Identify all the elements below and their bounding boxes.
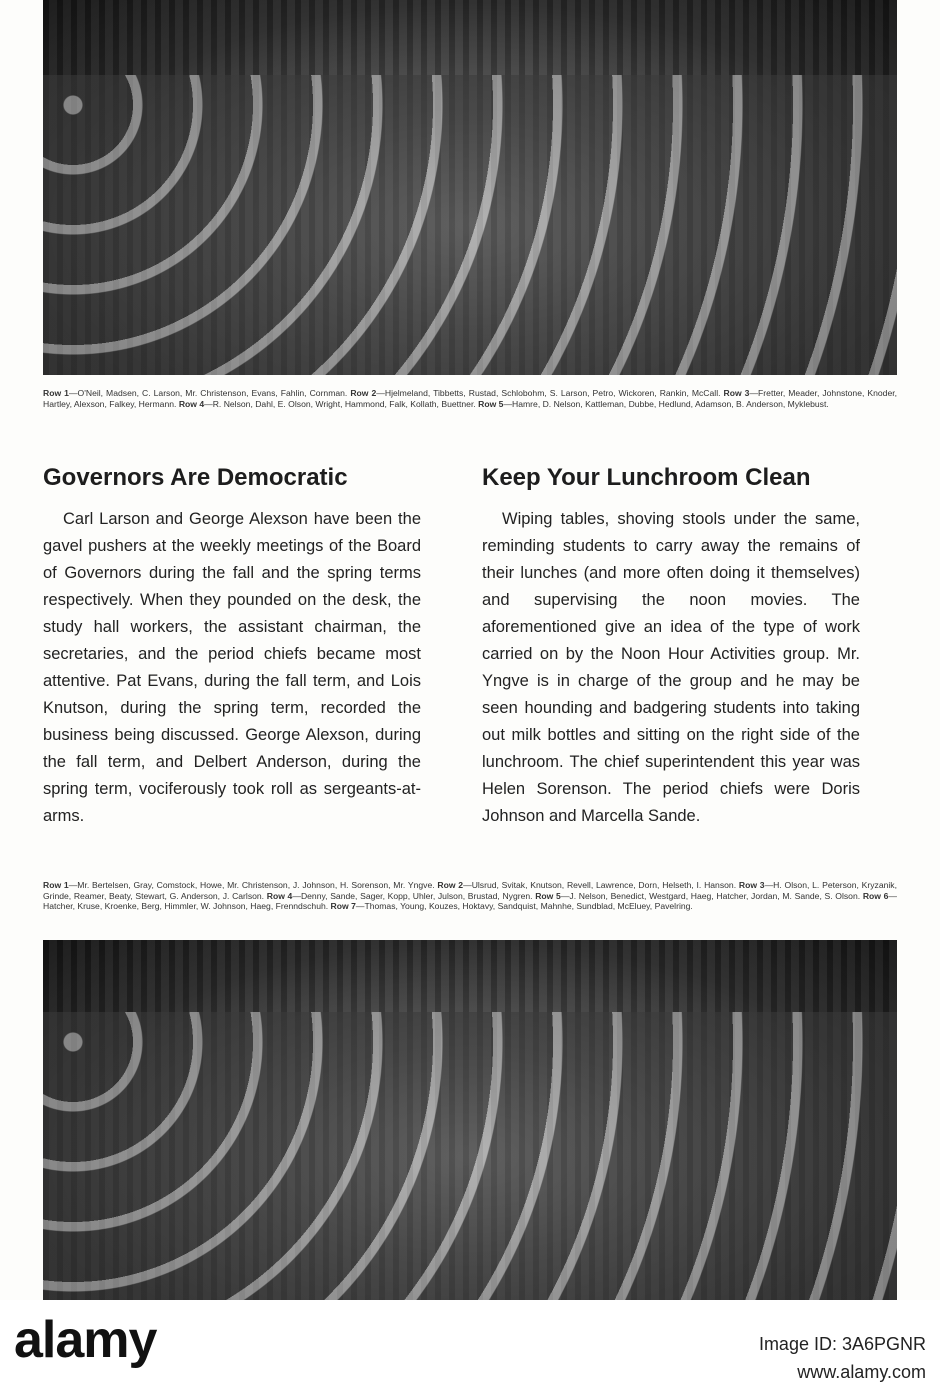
row-names: —H. Olson, L. Peterson, Kryzanik, Grinde, Reamer, Beaty, Stewart, G. Anderson, J. Carlson. bbox=[43, 880, 897, 901]
photo-caption-bottom bbox=[43, 880, 897, 912]
group-photo-top bbox=[43, 0, 897, 375]
watermark-url: www.alamy.com bbox=[797, 1362, 926, 1382]
row-names: —Ulsrud, Svitak, Knutson, Revell, Lawrence, Dorn, Helseth, I. Hanson. bbox=[463, 880, 739, 890]
row-names: —J. Nelson, Benedict, Westgard, Haeg, Hatcher, Jordan, M. Sande, S. Olson. bbox=[560, 890, 863, 901]
row-label: Row 4 bbox=[266, 890, 293, 901]
article-body-lunchroom: Wiping tables, shoving stools under the same, reminding students to carry away the remains of their lunches (and more often doing it themselves) and supervising the noon movies. The aforementioned give an idea of the type of work carried on by the Noon Hour Activities group. Mr. Yngve is in charge of the group and he may be seen hounding and badgering students into taking out milk bottles and sitting on the right side of the lunchroom. The chief superintendent this year was Helen Sorenson. The period chiefs were Doris Johnson and Marcella Sande. bbox=[482, 510, 860, 825]
row-names: —Hatcher, Kruse, Kroenke, Berg, Himmler, W. Johnson, Haeg, Frenndschuh. bbox=[43, 890, 897, 911]
row-names: —Thomas, Young, Kouzes, Hoktavy, Sandquist, Mahnhe, Sundblad, McEluey, Pavelring. bbox=[355, 901, 693, 911]
photo-caption-top bbox=[43, 388, 897, 409]
row-label: Row 2 bbox=[437, 880, 464, 890]
row-label: Row 4 bbox=[178, 398, 205, 409]
row-names: —Fretter, Meader, Johnstone, Knoder, Hartley, Alexson, Falkey, Hermann. bbox=[43, 388, 898, 409]
alamy-logo: alamy bbox=[14, 1311, 157, 1369]
row-label: Row 5 bbox=[478, 398, 504, 409]
image-info bbox=[759, 1330, 926, 1386]
row-label: Row 1 bbox=[43, 880, 69, 890]
image-id: Image ID: 3A6PGNR bbox=[758, 1334, 926, 1354]
row-names: —Hamre, D. Nelson, Kattleman, Dubbe, Hedlund, Adamson, B. Anderson, Myklebust. bbox=[503, 398, 829, 409]
row-names: —O'Neil, Madsen, C. Larson, Mr. Christenson, Evans, Fahlin, Cornman. bbox=[68, 388, 351, 398]
group-photo-bottom bbox=[43, 940, 897, 1300]
article-heading-lunchroom: Keep Your Lunchroom Clean bbox=[482, 464, 811, 491]
row-label: Row 6 bbox=[862, 890, 889, 901]
watermark-bar bbox=[0, 1300, 940, 1390]
row-label: Row 1 bbox=[43, 388, 69, 398]
row-names: —Denny, Sande, Sager, Kopp, Uhler, Julson, Brustad, Nygren. bbox=[292, 890, 536, 901]
row-names: —R. Nelson, Dahl, E. Olson, Wright, Hammond, Falk, Kollath, Buettner. bbox=[204, 398, 479, 409]
row-label: Row 5 bbox=[535, 890, 561, 901]
row-label: Row 7 bbox=[330, 901, 356, 911]
row-label: Row 2 bbox=[350, 388, 377, 398]
article-body-governors: Carl Larson and George Alexson have been the gavel pushers at the weekly meetings of the Board of Governors during the fall and the spring terms respectively. When they pounded on the desk, the study hall workers, the assistant chairman, the secretaries, and the period chiefs became most attentive. Pat Evans, during the fall term, and Lois Knutson, during the spring term, recorded the business being discussed. George Alexson, during the fall term, and Delbert Anderson, during the spring term, vociferously took roll as sergeants-at-arms. bbox=[43, 510, 421, 825]
row-label: Row 3 bbox=[738, 880, 765, 890]
row-names: —Hjelmeland, Tibbetts, Rustad, Schlobohm, S. Larson, Petro, Wickoren, Rankin, McCall. bbox=[376, 388, 724, 398]
row-names: —Mr. Bertelsen, Gray, Comstock, Howe, Mr. Christenson, J. Johnson, H. Sorenson, Mr. Yngve. bbox=[68, 880, 438, 890]
row-label: Row 3 bbox=[723, 388, 750, 398]
article-heading-governors: Governors Are Democratic bbox=[43, 464, 348, 491]
